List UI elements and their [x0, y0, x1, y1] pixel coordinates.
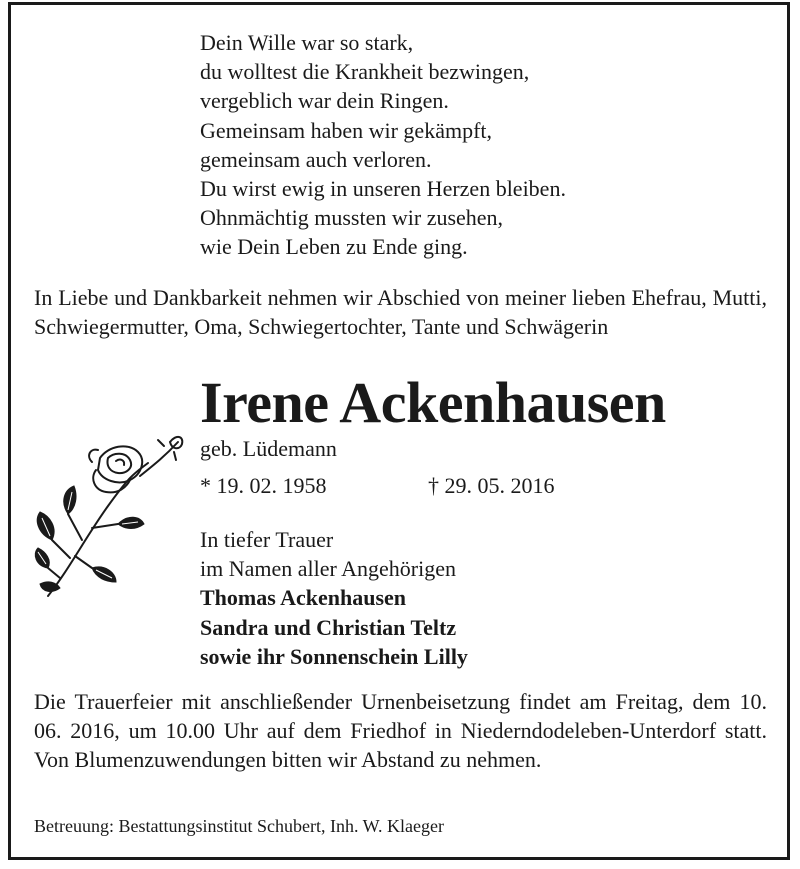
mourner-name: Thomas Ackenhausen	[200, 585, 407, 611]
poem-line: vergeblich war dein Ringen.	[200, 88, 449, 114]
mourning-line: In tiefer Trauer	[200, 527, 334, 552]
birth-date: * 19. 02. 1958	[200, 473, 327, 498]
poem	[200, 28, 566, 262]
rose-icon	[30, 428, 190, 603]
poem-line: gemeinsam auch verloren.	[200, 146, 432, 172]
mourner-name: sowie ihr Sonnenschein Lilly	[200, 643, 468, 669]
poem-line: du wolltest die Krankheit bezwingen,	[200, 59, 530, 85]
funeral-home-credit: Betreuung: Bestattungsinstitut Schubert, Inh. W. Klaeger	[34, 816, 444, 836]
birth-name: geb. Lüdemann	[200, 436, 337, 461]
mourning-line: im Namen aller Angehörigen	[200, 556, 456, 582]
mourners-block	[200, 525, 468, 671]
poem-line: wie Dein Leben zu Ende ging.	[200, 234, 468, 260]
poem-line: Ohnmächtig mussten wir zusehen,	[200, 205, 504, 231]
intro-text: In Liebe und Dankbarkeit nehmen wir Abschied von meiner lieben Ehefrau, Mutti, Schwiegermutter, Oma, Schwiegertochter, Tante und Schwägerin	[34, 285, 767, 340]
mourner-name: Sandra und Christian Teltz	[200, 614, 457, 640]
death-date: † 29. 05. 2016	[428, 473, 555, 498]
ceremony-text: Die Trauerfeier mit anschließender Urnenbeisetzung findet am Freitag, dem 10. 06. 2016, um 10.00 Uhr auf dem Friedhof in Niederndodeleben-Unterdorf statt. Von Blumenzuwendungen bitten wir Abstand zu nehmen.	[34, 689, 767, 773]
poem-line: Du wirst ewig in unseren Herzen bleiben.	[200, 176, 566, 202]
deceased-name: Irene Ackenhausen	[200, 370, 666, 435]
poem-line: Gemeinsam haben wir gekämpft,	[200, 117, 493, 143]
poem-line: Dein Wille war so stark,	[200, 30, 414, 55]
